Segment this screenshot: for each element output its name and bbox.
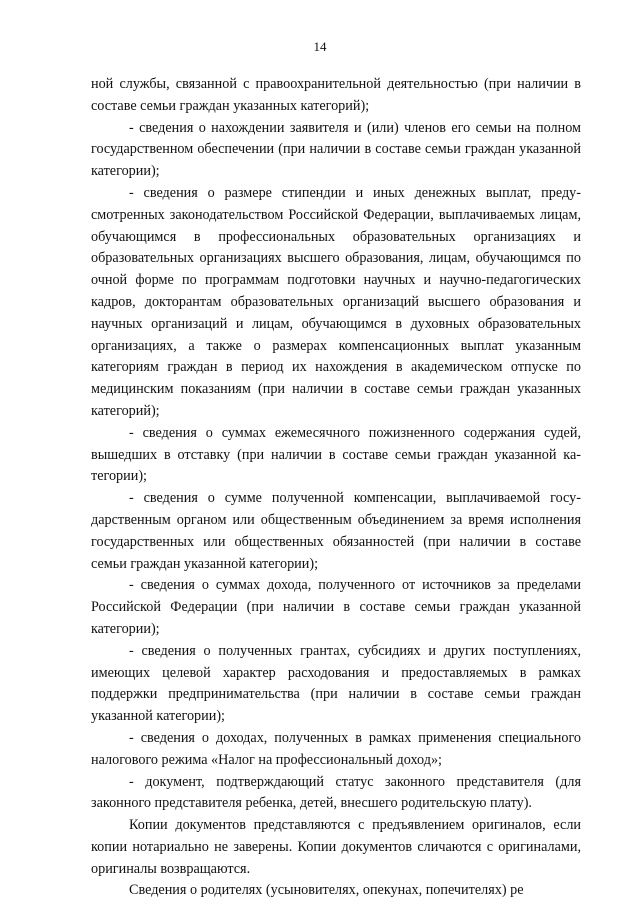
- paragraph-foreign-income: - сведения о суммах дохода, полученного от источников за пределами Российской Федерации (при наличии в составе семьи граждан указанной категории);: [91, 577, 581, 637]
- paragraph-retired-judges: - сведения о суммах ежемесячного пожизненного содержания судей, вышедших в отставку (при наличии в составе семьи граждан указанной категории);: [91, 424, 581, 485]
- paragraph-legal-representative: - документ, подтверждающий статус законного представителя (для законного представителя ребенка, детей, внесшего родительскую плату).: [91, 773, 581, 812]
- paragraph-self-employed-tax: - сведения о доходах, полученных в рамках применения специального налогового режима «Налог на профессиональный доход»;: [91, 729, 581, 768]
- page-number: 14: [313, 39, 327, 54]
- paragraph-compensation: - сведения о сумме полученной компенсации, выплачиваемой государственным органом или общественным объединением за время исполнения государственных или общественных обязанностей (при наличии в составе семьи граждан указанной категории);: [91, 490, 581, 572]
- paragraph-scholarship: - сведения о размере стипендии и иных денежных выплат, предусмотренных законодательством Российской Федерации, выплачиваемых лицам, обучающимся в профессиональных образовательных организациях и образовательных организациях высшего образования, лицам, обучающимся по очной форме по программам подготовки научных и научно-педагогических кадров, докторантам образовательных организаций высшего образования и научных организаций и лицам, обучающимся в духовных образовательных организациях, а также о размерах компенсационных выплат указанным категориям граждан в период их нахождения в академическом отпуске по медицинским показаниям (при наличии в составе семьи граждан указанных категорий);: [91, 184, 581, 419]
- paragraph-grants: - сведения о полученных грантах, субсидиях и других поступлениях, имеющих целевой характер расходования и предоставляемых в рамках поддержки предпринимательства (при наличии в составе семьи граждан указанной категории);: [91, 642, 581, 725]
- paragraph-continuation: ной службы, связанной с правоохранительной деятельностью (при наличии в составе семьи граждан указанных категорий);: [91, 76, 581, 114]
- paragraph-document-copies: Копии документов представляются с предъявлением оригиналов, если копии нотариально не заверены. Копии документов сличаются с оригиналами, оригиналы возвращаются.: [91, 817, 581, 877]
- paragraph-full-state-support: - сведения о нахождении заявителя и (или) членов его семьи на полном государственном обеспечении (при наличии в составе семьи граждан указанной категории);: [91, 119, 581, 180]
- document-body: [91, 74, 581, 902]
- paragraph-parents-info: Сведения о родителях (усыновителях, опекунах, попечителях) ре: [129, 882, 524, 899]
